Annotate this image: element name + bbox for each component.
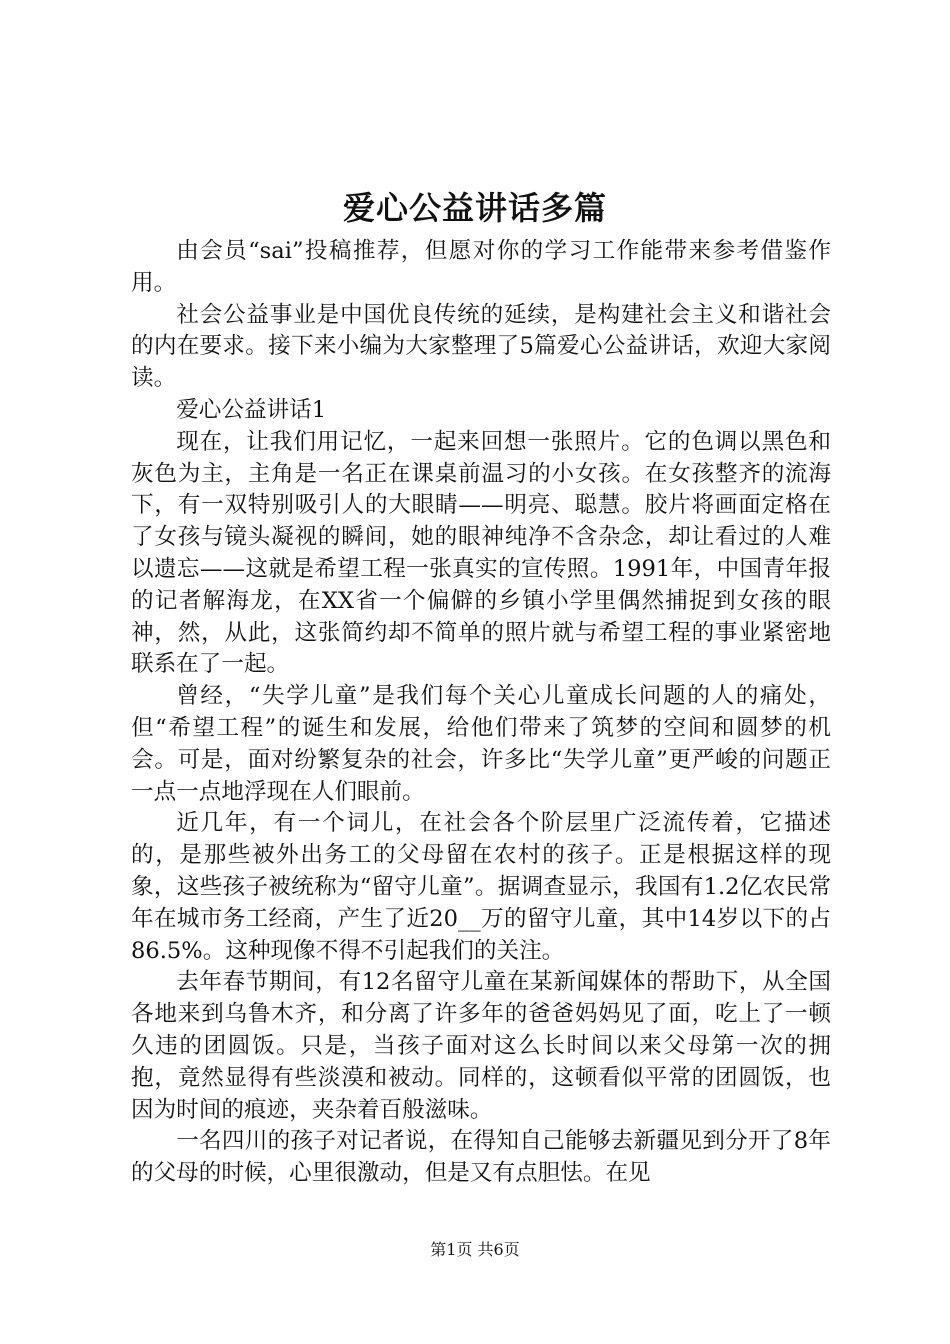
paragraph-spring-festival: 去年春节期间，有12名留守儿童在某新闻媒体的帮助下，从全国各地来到乌鲁木齐，和分离了许多年的爸爸妈妈见了面，吃上了一顿久违的团圆饭。只是，当孩子面对这么长时间以来父母第一次的拥抱，竟然显得有些淡漠和被动。同样的，这顿看似平常的团圆饭，也因为时间的痕迹，夹杂着百般滋味。 [131,969,831,1123]
paragraph-dropout-children: 曾经，“失学儿童”是我们每个关心儿童成长问题的人的痛处，但“希望工程”的诞生和发展，给他们带来了筑梦的空间和圆梦的机会。可是，面对纷繁复杂的社会，许多比“失学儿童”更严峻的问题正一点一点地浮现在人们眼前。 [131,683,831,805]
paragraph-sichuan-child: 一名四川的孩子对记者说，在得知自己能够去新疆见到分开了8年的父母的时候，心里很激动，但是又有点胆怯。在见 [131,1128,831,1187]
document-title: 爱心公益讲话多篇 [342,189,607,227]
document-body [131,236,831,1190]
paragraph-contributor-note: 由会员“sai”投稿推荐，但愿对你的学习工作能带来参考借鉴作用。 [131,238,831,296]
page-number-footer: 第1页 共6页 [430,1240,520,1259]
paragraph-photo-memory: 现在，让我们用记忆，一起来回想一张照片。它的色调以黑色和灰色为主，主角是一名正在课桌前温习的小女孩。在女孩整齐的流海下，有一双特别吸引人的大眼睛——明亮、聪慧。胶片将画面定格在了女孩与镜头凝视的瞬间，她的眼神纯净不含杂念，却让看过的人难以遗忘——这就是希望工程一张真实的宣传照。1991年，中国青年报的记者解海龙，在XX省一个偏僻的乡镇小学里偶然捕捉到女孩的眼神，然，从此，这张简约却不简单的照片就与希望工程的事业紧密地联系在了一起。 [131,428,831,678]
paragraph-left-behind-children: 近几年，有一个词儿，在社会各个阶层里广泛流传着，它描述的，是那些被外出务工的父母留在农村的孩子。正是根据这样的现象，这些孩子被统称为“留守儿童”。据调查显示，我国有1.2亿农民常年在城市务工经商，产生了近20__万的留守儿童，其中14岁以下的占86.5%。这种现像不得不引起我们的关注。 [131,810,831,964]
section-heading-speech-1: 爱心公益讲话1 [176,396,327,423]
paragraph-intro: 社会公益事业是中国优良传统的延续，是构建社会主义和谐社会的内在要求。接下来小编为大家整理了5篇爱心公益讲话，欢迎大家阅读。 [131,301,831,392]
